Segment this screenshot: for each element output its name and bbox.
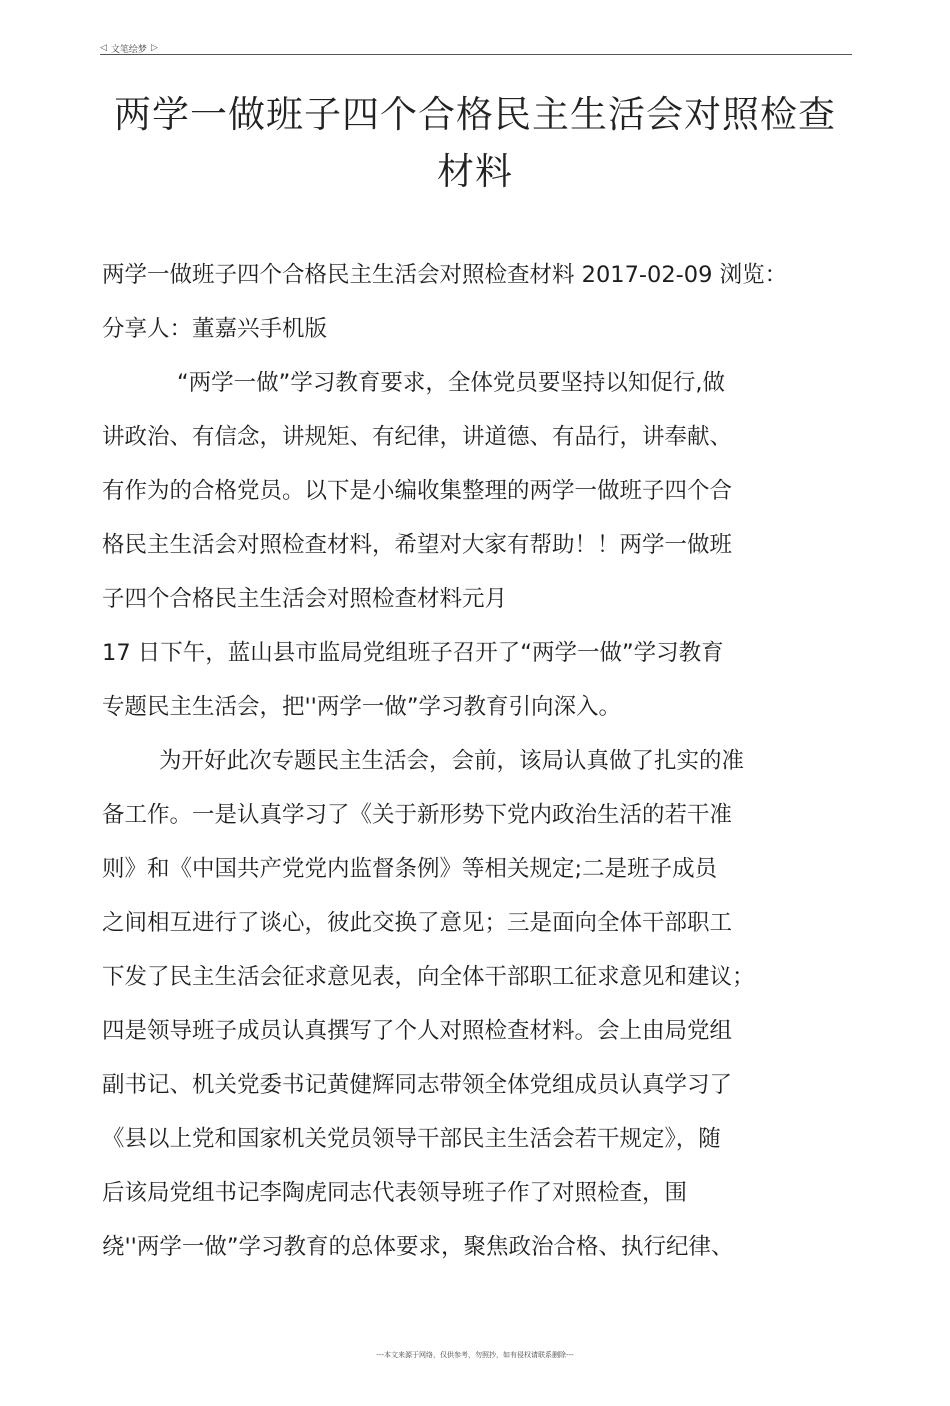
title-line-2: 材料 — [437, 150, 513, 193]
body-line: 有作为的合格党员。以下是小编收集整理的两学一做班子四个合 — [102, 478, 733, 504]
body-line: 专题民主生活会，把''两学一做”学习教育引向深入。 — [102, 694, 622, 720]
header-text: 文笔绘梦 — [110, 44, 147, 55]
left-triangle-icon: ◁ — [100, 43, 107, 53]
body-line: 格民主生活会对照检查材料，希望对大家有帮助！！两学一做班 — [102, 532, 733, 558]
header-divider — [100, 54, 852, 55]
document-body — [102, 248, 862, 1274]
title-line-1: 两学一做班子四个合格民主生活会对照检查 — [114, 93, 836, 136]
body-line: 则》和《中国共产党党内监督条例》等相关规定;二是班子成员 — [102, 856, 718, 882]
body-line: 讲政治、有信念，讲规矩、有纪律，讲道德、有品行，讲奉献、 — [102, 424, 733, 450]
right-triangle-icon: ▷ — [150, 43, 158, 53]
body-line: 备工作。一是认真学习了《关于新形势下党内政治生活的若干准 — [102, 802, 733, 828]
body-line: 后该局党组书记李陶虎同志代表领导班子作了对照检查，围 — [102, 1180, 688, 1206]
body-line: 绕''两学一做”学习教育的总体要求，聚焦政治合格、执行纪律、 — [102, 1234, 734, 1260]
body-line: 分享人：董嘉兴手机版 — [102, 316, 328, 342]
body-line: 副书记、机关党委书记黄健辉同志带领全体党组成员认真学习了 — [102, 1072, 733, 1098]
body-line: 两学一做班子四个合格民主生活会对照检查材料 2017-02-09 浏览： — [102, 262, 788, 288]
body-line: 四是领导班子成员认真撰写了个人对照检查材料。会上由局党组 — [102, 1018, 733, 1044]
document-title — [90, 86, 860, 200]
body-line: 17 日下午，蓝山县市监局党组班子召开了“两学一做”学习教育 — [102, 640, 724, 666]
body-line: 子四个合格民主生活会对照检查材料元月 — [102, 586, 508, 612]
body-line: 为开好此次专题民主生活会，会前，该局认真做了扎实的准 — [159, 748, 745, 774]
body-line: 《县以上党和国家机关党员领导干部民主生活会若干规定》，随 — [102, 1126, 721, 1152]
page-footer: ---本文来源于网络，仅供参考，勿照抄，如有侵权请联系删除--- — [376, 1351, 574, 1359]
body-line: “两学一做”学习教育要求，全体党员要坚持以知促行,做 — [177, 370, 725, 396]
body-line: 下发了民主生活会征求意见表，向全体干部职工征求意见和建议； — [102, 964, 755, 990]
body-line: 之间相互进行了谈心，彼此交换了意见；三是面向全体干部职工 — [102, 910, 733, 936]
